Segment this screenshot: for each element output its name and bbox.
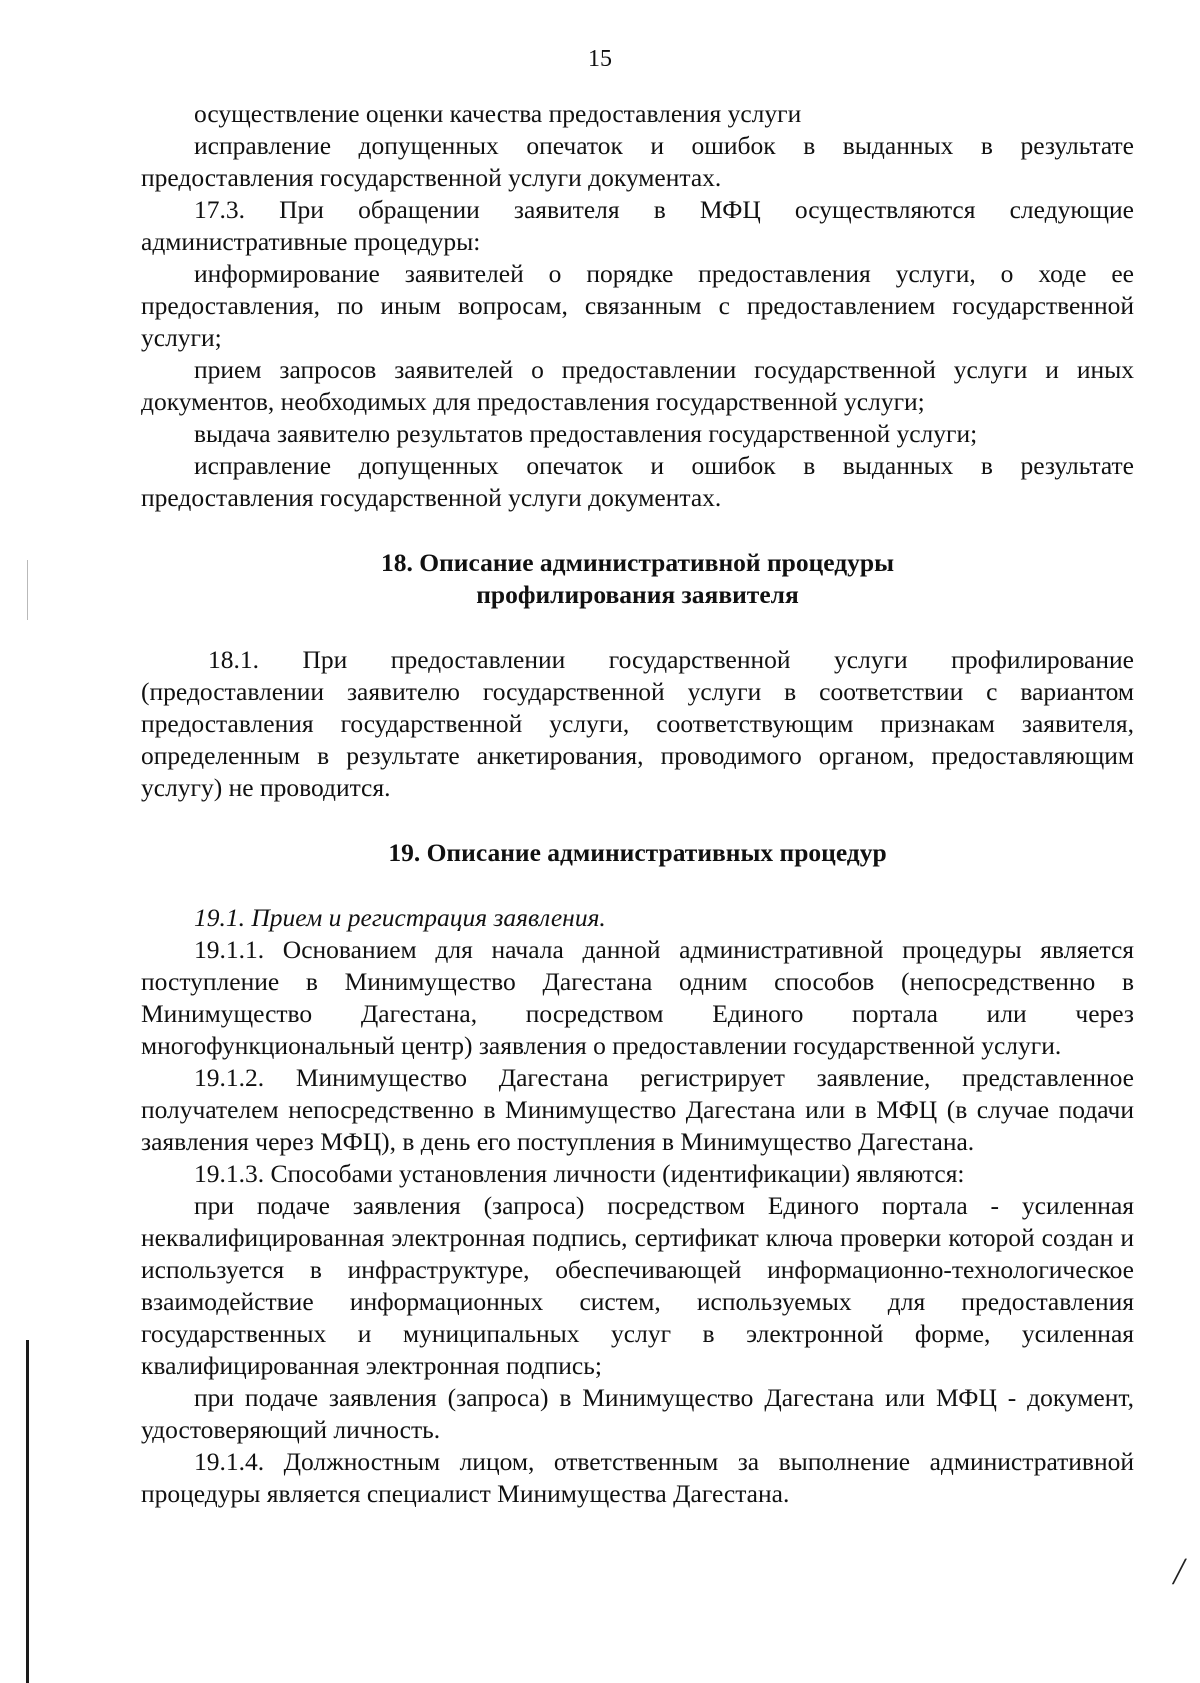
scan-artifact-mark: ╱ (1172, 1559, 1186, 1584)
paragraph: выдача заявителю результатов предоставления государственной услуги; (194, 419, 978, 448)
paragraph: при подаче заявления (запроса) посредством Единого портала - усиленная неквалифицированная электронная подпись, сертификат ключа проверки которой создан и используется в инфраструктуре, обеспечивающей информационно-технологическое взаимодействие информационных систем, используемых для предоставления государственных и муниципальных услуг в электронной форме, усиленная квалифицированная электронная подпись; (141, 1191, 1134, 1380)
paragraph: при подаче заявления (запроса) в Минимущество Дагестана или МФЦ - документ, удостоверяющий личность. (141, 1383, 1134, 1444)
page-number: 15 (588, 46, 612, 72)
section-19-heading (141, 837, 1134, 869)
paragraph: 19.1.4. Должностным лицом, ответственным за выполнение административной процедуры является специалист Минимущества Дагестана. (141, 1447, 1134, 1508)
section-heading-line: 18. Описание административной процедуры (381, 548, 894, 577)
paragraph: 17.3. При обращении заявителя в МФЦ осуществляются следующие административные процедуры: (141, 195, 1134, 256)
paragraph-18-1: 18.1. При предоставлении государственной услуги профилирование (предоставлении заявителю государственной услуги в соответствии с вариантом предоставления государственной услуги, соответствующим признакам заявителя, определенным в результате анкетирования, проводимого органом, предоставляющим услугу) не проводится. (141, 645, 1134, 802)
paragraph: исправление допущенных опечаток и ошибок в выданных в результате предоставления государственной услуги документах. (141, 451, 1134, 512)
subsection-heading: 19.1. Прием и регистрация заявления. (194, 903, 606, 932)
section-heading-line: профилирования заявителя (476, 580, 799, 609)
section-heading-line: 19. Описание административных процедур (388, 838, 887, 867)
scan-edge-mark (27, 560, 28, 620)
paragraph: 19.1.3. Способами установления личности (идентификации) являются: (194, 1159, 965, 1188)
paragraph: осуществление оценки качества предоставления услуги (194, 99, 802, 128)
paragraph: 19.1.1. Основанием для начала данной административной процедуры является поступление в Минимущество Дагестана одним способов (непосредственно в Минимущество Дагестана, посредством Единого портала или через многофункциональный центр) заявления о предоставлении государственной услуги. (141, 935, 1134, 1060)
document-body (141, 98, 1134, 1510)
paragraph: информирование заявителей о порядке предоставления услуги, о ходе ее предоставления, по иным вопросам, связанным с предоставлением государственной услуги; (141, 259, 1134, 352)
scan-edge-bar (26, 1340, 29, 1683)
paragraph: прием запросов заявителей о предоставлении государственной услуги и иных документов, необходимых для предоставления государственной услуги; (141, 355, 1134, 416)
paragraph: 19.1.2. Минимущество Дагестана регистрирует заявление, представленное получателем непосредственно в Минимущество Дагестана или в МФЦ (в случае подачи заявления через МФЦ), в день его поступления в Минимущество Дагестана. (141, 1063, 1134, 1156)
paragraph: исправление допущенных опечаток и ошибок в выданных в результате предоставления государственной услуги документах. (141, 131, 1134, 192)
section-18-heading (141, 547, 1134, 611)
